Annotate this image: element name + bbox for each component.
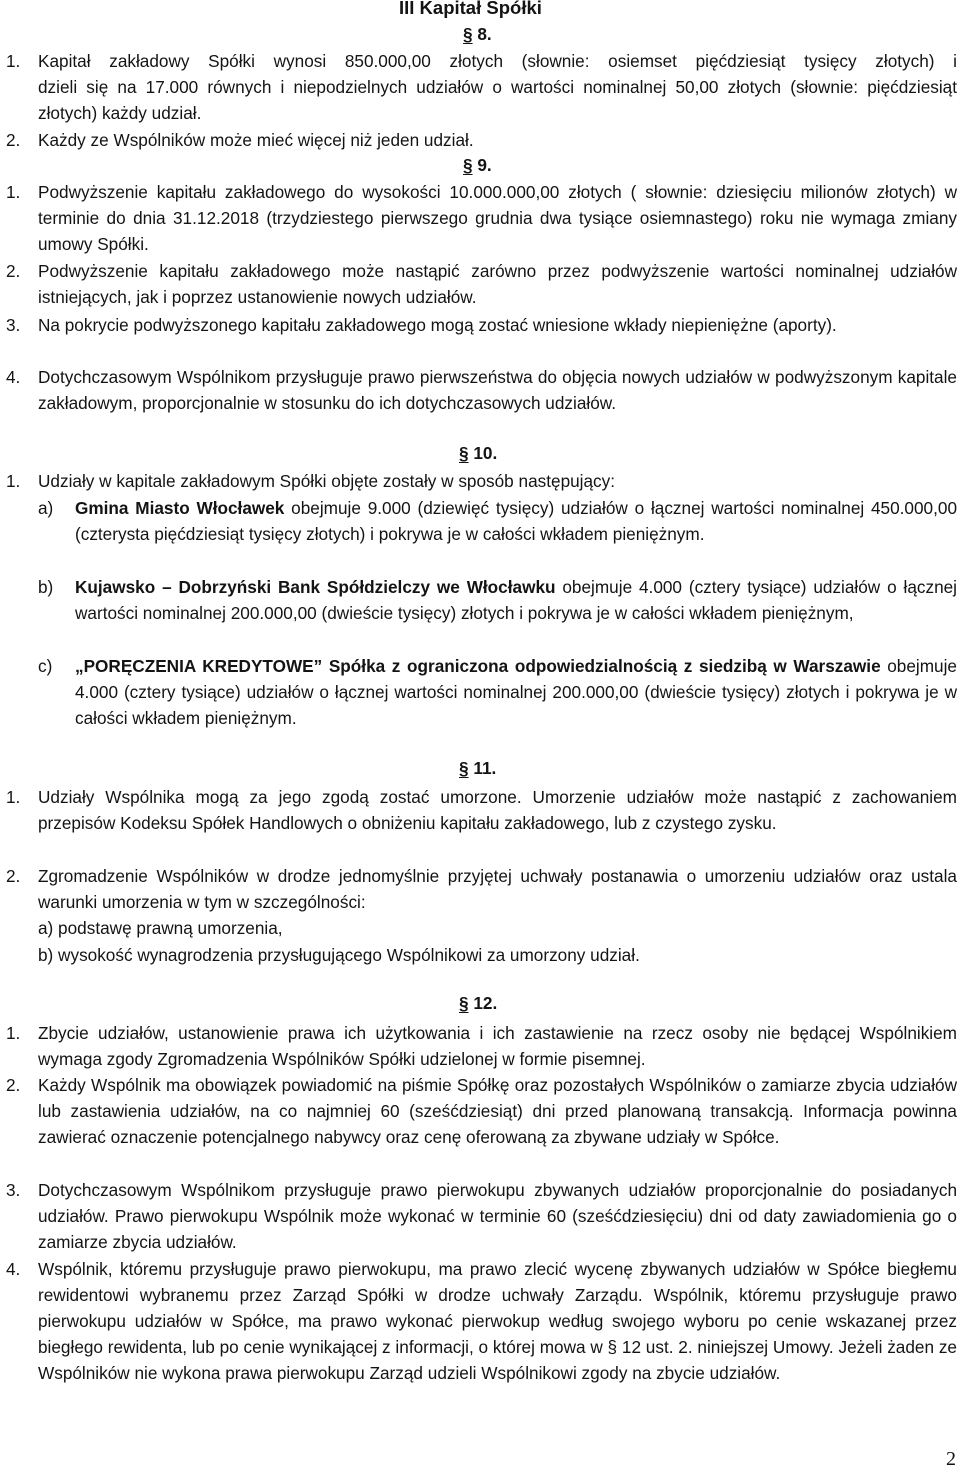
- shareholder-name: Kujawsko – Dobrzyński Bank Spółdzielczy we Włocławku: [75, 577, 556, 597]
- item-text-line-1: Kapitał zakładowy Spółki wynosi 850.000,00 złotych (słownie: osiemset pięćdziesiąt tysięcy złotych) i: [38, 51, 957, 71]
- section-8-item-1-continued: dzieli się na 17.000 równych i niepodzielnych udziałów o wartości nominalnej 50,00 złotych (słownie: pięćdziesiąt złotych) każdy udział.: [38, 77, 957, 124]
- section-10-subitem-c: c) „PORĘCZENIA KREDYTOWE” Spółka z ograniczona odpowiedzialnością z siedzibą w Warszawie obejmuje 4.000 (cztery tysiące) udziałów o łącznej wartości nominalnej 200.000,00 (dwieście tysięcy) złotych i pokrywa je w całości wkładem pieniężnym.: [38, 656, 957, 729]
- section-10-heading: § 10.: [459, 443, 498, 463]
- section-12-item-4: 4. Wspólnik, któremu przysługuje prawo pierwokupu, ma prawo zlecić wycenę zbywanych udziałów w Spółce biegłemu rewidentowi wybranemu przez Zarząd Spółki w drodze uchwały Zarządu. Wspólnik, któremu przysługuje prawo pierwokupu udziałów w Spółce, ma prawo wykonać pierwokup według swojego wyboru po cenie wskazanej przez biegłego rewidenta, lub po cenie wynikającej z informacji, o której mowa w § 12 ust. 2. niniejszej Umowy. Jeżeli żaden ze Wspólników nie wykona prawa pierwokupu Zarząd udzieli Wspólnikowi zgody na zbycie udziałów.: [6, 1259, 957, 1384]
- section-12-item-3: 3. Dotychczasowym Wspólnikom przysługuje prawo pierwokupu zbywanych udziałów proporcjonalnie do posiadanych udziałów. Prawo pierwokupu Wspólnik może wykonać w terminie 60 (sześćdziesięciu) dni od daty zawiadomienia go o zamiarze zbycia udziałów.: [6, 1180, 957, 1253]
- section-8-item-1: 1. Kapitał zakładowy Spółki wynosi 850.000,00 złotych (słownie: osiemset pięćdziesiąt tysięcy złotych) i: [6, 48, 957, 74]
- section-9-item-1: 1. Podwyższenie kapitału zakładowego do wysokości 10.000.000,00 złotych ( słownie: dziesięciu milionów złotych) w terminie do dnia 31.12.2018 (trzydziestego pierwszego grudnia dwa tysiące osiemnastego) roku nie wymaga zmiany umowy Spółki.: [6, 182, 957, 255]
- section-11-list-a: a) podstawę prawną umorzenia,: [38, 918, 283, 938]
- paragraph-symbol-icon: §: [459, 993, 469, 1013]
- section-10-subitem-a: a) Gmina Miasto Włocławek obejmuje 9.000 (dziewięć tysięcy) udziałów o łącznej wartości nominalnej 450.000,00 (czterysta pięćdziesiąt tysięcy złotych) i pokrywa je w całości wkładem pieniężnym.: [38, 498, 957, 545]
- section-10-subitem-b: b) Kujawsko – Dobrzyński Bank Spółdzielczy we Włocławku obejmuje 4.000 (cztery tysiące) udziałów o łącznej wartości nominalnej 200.000,00 (dwieście tysięcy) złotych i pokrywa je w całości wkładem pieniężnym,: [38, 577, 957, 624]
- section-12-item-1: 1. Zbycie udziałów, ustanowienie prawa ich użytkowania i ich zastawienie na rzecz osoby nie będącej Wspólnikiem wymaga zgody Zgromadzenia Wspólników Spółki udzielonej w formie pisemnej.: [6, 1023, 957, 1070]
- section-8-heading: § 8.: [463, 24, 492, 44]
- paragraph-symbol-icon: §: [463, 155, 473, 175]
- section-10-item-1: 1. Udziały w kapitale zakładowym Spółki objęte zostały w sposób następujący:: [6, 471, 616, 491]
- section-9-heading: § 9.: [463, 155, 492, 175]
- section-12-heading: § 12.: [459, 993, 498, 1013]
- section-9-item-3: 3. Na pokrycie podwyższonego kapitału zakładowego mogą zostać wniesione wkłady niepieniężne (aporty).: [6, 315, 837, 335]
- section-11-item-2: 2. Zgromadzenie Wspólników w drodze jednomyślnie przyjętej uchwały postanawia o umorzeniu udziałów oraz ustala warunki umorzenia w tym w szczególności:: [6, 866, 957, 913]
- page-number: 2: [946, 1448, 956, 1470]
- section-11-list-b: b) wysokość wynagrodzenia przysługującego Wspólnikowi za umorzony udział.: [38, 945, 640, 965]
- section-11-item-1: 1. Udziały Wspólnika mogą za jego zgodą zostać umorzone. Umorzenie udziałów może nastąpić z zachowaniem przepisów Kodeksu Spółek Handlowych o obniżeniu kapitału zakładowego, lub z czystego zysku.: [6, 787, 957, 834]
- shareholder-name: Gmina Miasto Włocławek: [75, 498, 285, 518]
- paragraph-symbol-icon: §: [459, 443, 469, 463]
- section-8-item-2: 2. Każdy ze Wspólników może mieć więcej niż jeden udział.: [6, 130, 474, 150]
- shareholder-name: „PORĘCZENIA KREDYTOWE” Spółka z ograniczona odpowiedzialnością z siedzibą w Warszawie: [75, 656, 881, 676]
- section-9-item-2: 2. Podwyższenie kapitału zakładowego może nastąpić zarówno przez podwyższenie wartości nominalnej udziałów istniejących, jak i poprzez ustanowienie nowych udziałów.: [6, 261, 957, 308]
- paragraph-symbol-icon: §: [459, 758, 469, 778]
- section-12-item-2: 2. Każdy Wspólnik ma obowiązek powiadomić na piśmie Spółkę oraz pozostałych Wspólników o zamiarze zbycia udziałów lub zastawienia udziałów, na co najmniej 60 (sześćdziesiąt) dni przed planowaną transakcją. Informacja powinna zawierać oznaczenie potencjalnego nabywcy oraz cenę oferowaną za zbywane udziały w Spółce.: [6, 1075, 957, 1148]
- section-9-item-4: 4. Dotychczasowym Wspólnikom przysługuje prawo pierwszeństwa do objęcia nowych udziałów w podwyższonym kapitale zakładowym, proporcjonalnie w stosunku do ich dotychczasowych udziałów.: [6, 367, 957, 414]
- chapter-title: III Kapitał Spółki: [399, 0, 542, 18]
- section-11-heading: § 11.: [459, 758, 497, 778]
- paragraph-symbol-icon: §: [463, 24, 473, 44]
